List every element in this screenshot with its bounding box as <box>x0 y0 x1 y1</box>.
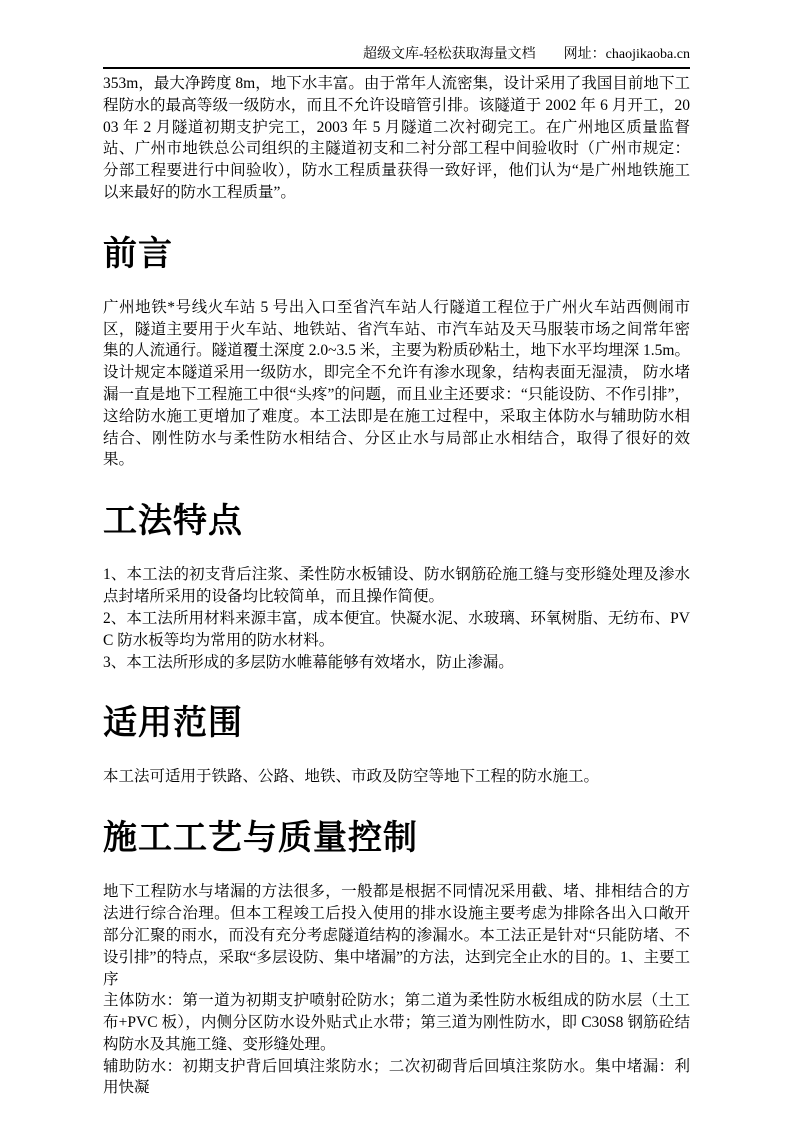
page-header <box>103 46 690 69</box>
header-url-label: 网址： <box>563 47 606 62</box>
application-scope-paragraph: 本工法可适用于铁路、公路、地铁、市政及防空等地下工程的防水施工。 <box>103 768 600 786</box>
header-url-text: chaojikaoba.cn <box>605 47 690 62</box>
heading-construction-process: 施工工艺与质量控制 <box>103 820 418 858</box>
construction-process-paragraph-2: 主体防水：第一道为初期支护喷射砼防水；第二道为柔性防水板组成的防水层（土工布+PVC 板），内侧分区防水设外贴式止水带；第三道为刚性防水，即 C30S8 钢筋砼结构防水及其施工缝、变形缝处理。 <box>103 992 690 1053</box>
preface-paragraph: 广州地铁*号线火车站 5 号出入口至省汽车站人行隧道工程位于广州火车站西侧闹市区，隧道主要用于火车站、地铁站、省汽车站、市汽车站及天马服装市场之间常年密集的人流通行。隧道覆土深度 2.0~3.5 米，主要为粉质砂粘土，地下水平均埋深 1.5m。设计规定本隧道采用一级防水，即完全不允许有渗水现象，结构表面无湿渍， 防水堵漏一直是地下工程施工中很“头疼”的问题，而且业主还要求：“只能设防、不作引排”，这给防水施工更增加了难度。本工法即是在施工过程中，采取主体防水与辅助防水相结合、刚性防水与柔性防水相结合、分区止水与局部止水相结合，取得了很好的效果。 <box>103 298 690 469</box>
construction-process-paragraph-1: 地下工程防水与堵漏的方法很多，一般都是根据不同情况采用截、堵、排相结合的方法进行综合治理。但本工程竣工后投入使用的排水设施主要考虑为排除各出入口敞开部分汇聚的雨水，而没有充分考虑隧道结构的渗漏水。本工法正是针对“只能防堵、不设引排”的特点，采取“多层设防、集中堵漏”的方法，达到完全止水的目的。1、主要工序 <box>103 883 690 988</box>
heading-application-scope: 适用范围 <box>103 705 243 743</box>
method-feature-item-2: 2、本工法所用材料来源丰富，成本便宜。快凝水泥、水玻璃、环氧树脂、无纺布、PVC 防水板等均为常用的防水材料。 <box>103 609 690 649</box>
method-feature-item-1: 1、本工法的初支背后注浆、柔性防水板铺设、防水钢筋砼施工缝与变形缝处理及渗水点封堵所采用的设备均比较简单，而且操作简便。 <box>103 566 690 606</box>
method-feature-item-3: 3、本工法所形成的多层防水帷幕能够有效堵水，防止渗漏。 <box>103 653 514 671</box>
heading-preface: 前言 <box>103 235 173 273</box>
intro-continuation-paragraph: 353m，最大净跨度 8m，地下水丰富。由于常年人流密集，设计采用了我国目前地下工程防水的最高等级一级防水，而且不允许设暗管引排。该隧道于 2002 年 6 月开工，2003 年 2 月隧道初期支护完工，2003 年 5 月隧道二次衬砌完工。在广州地区质量监督站、广州市地铁总公司组织的主隧道初支和二衬分部工程中间验收时（广州市规定：分部工程要进行中间验收），防水工程质量获得一致好评，他们认为“是广州地铁施工以来最好的防水工程质量”。 <box>103 75 690 201</box>
heading-method-features: 工法特点 <box>103 503 243 541</box>
construction-process-paragraph-3: 辅助防水：初期支护背后回填注浆防水；二次初砌背后回填注浆防水。集中堵漏：利用快凝 <box>103 1057 690 1097</box>
header-brand-text: 超级文库-轻松获取海量文档 <box>362 47 536 62</box>
